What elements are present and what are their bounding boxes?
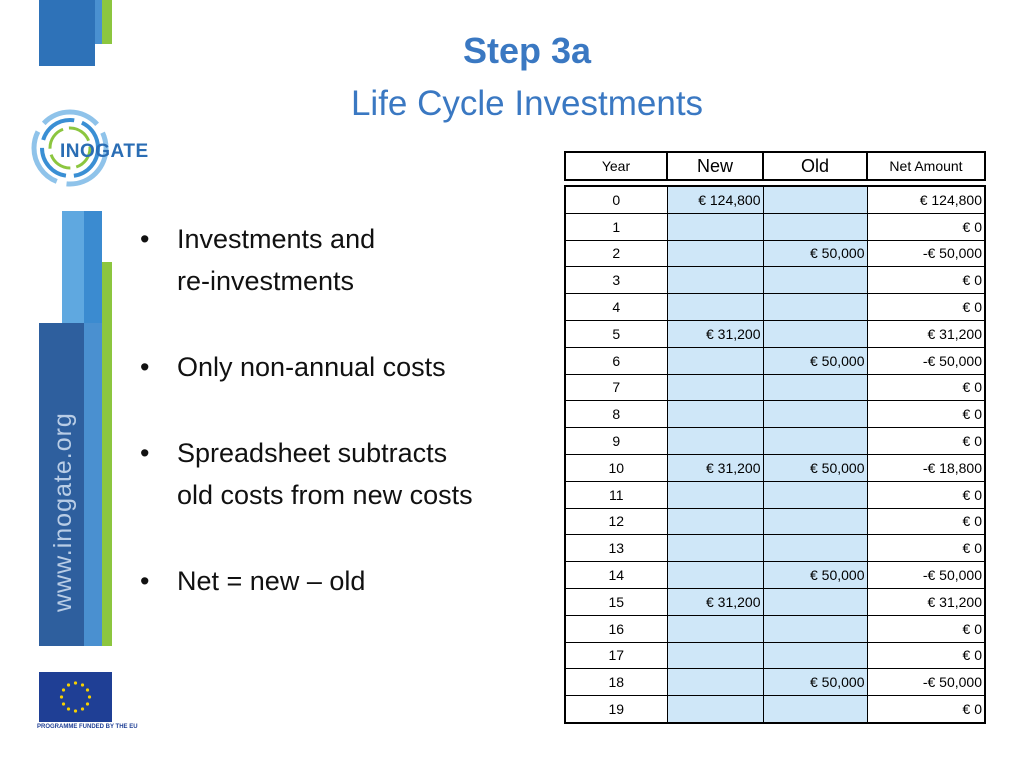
- new-cost-cell: [667, 535, 763, 562]
- year-cell: 11: [565, 481, 667, 508]
- header-new: New: [667, 152, 763, 180]
- net-amount-cell: € 124,800: [867, 186, 985, 213]
- new-cost-cell: € 31,200: [667, 320, 763, 347]
- bullet-line: Spreadsheet subtracts: [177, 438, 448, 468]
- table-row: [565, 267, 985, 294]
- new-cost-cell: [667, 240, 763, 267]
- new-cost-cell: € 31,200: [667, 588, 763, 615]
- net-amount-cell: € 0: [867, 374, 985, 401]
- mid-stripe-green: [102, 262, 112, 323]
- year-cell: 13: [565, 535, 667, 562]
- header-year: Year: [565, 152, 667, 180]
- header-old: Old: [763, 152, 867, 180]
- year-cell: 17: [565, 642, 667, 669]
- net-amount-cell: € 0: [867, 481, 985, 508]
- year-cell: 15: [565, 588, 667, 615]
- table-row: [565, 615, 985, 642]
- bullet-item: [140, 346, 560, 388]
- bullet-item: [140, 560, 560, 602]
- net-amount-cell: -€ 50,000: [867, 669, 985, 696]
- bullet-line: re-investments: [177, 266, 355, 296]
- old-cost-cell: € 50,000: [763, 347, 867, 374]
- table-row: [565, 294, 985, 321]
- new-cost-cell: [667, 401, 763, 428]
- year-cell: 19: [565, 696, 667, 723]
- year-cell: 6: [565, 347, 667, 374]
- table-row: [565, 696, 985, 723]
- new-cost-cell: [667, 615, 763, 642]
- header-net-amount: Net Amount: [867, 152, 985, 180]
- year-cell: 14: [565, 562, 667, 589]
- bullet-item: [140, 218, 560, 302]
- net-amount-cell: € 31,200: [867, 588, 985, 615]
- new-cost-cell: [667, 508, 763, 535]
- table-row: [565, 669, 985, 696]
- table-row: [565, 240, 985, 267]
- table-row: [565, 508, 985, 535]
- old-cost-cell: € 50,000: [763, 562, 867, 589]
- bullet-line: Only non-annual costs: [177, 352, 446, 382]
- new-cost-cell: [667, 642, 763, 669]
- old-cost-cell: [763, 588, 867, 615]
- logo-wordmark: INOGATE: [60, 141, 149, 162]
- net-amount-cell: -€ 50,000: [867, 347, 985, 374]
- net-amount-cell: € 0: [867, 294, 985, 321]
- net-amount-cell: -€ 50,000: [867, 240, 985, 267]
- top-stripe-lightblue: [95, 0, 102, 44]
- table-row: [565, 320, 985, 347]
- table-row: [565, 347, 985, 374]
- old-cost-cell: [763, 213, 867, 240]
- net-amount-cell: € 0: [867, 696, 985, 723]
- new-cost-cell: [667, 213, 763, 240]
- old-cost-cell: [763, 642, 867, 669]
- new-cost-cell: [667, 696, 763, 723]
- net-amount-cell: € 0: [867, 615, 985, 642]
- new-cost-cell: [667, 669, 763, 696]
- top-stripe-green: [102, 0, 112, 44]
- new-cost-cell: [667, 562, 763, 589]
- slide-title: Step 3a: [462, 30, 592, 71]
- new-cost-cell: [667, 267, 763, 294]
- new-cost-cell: [667, 428, 763, 455]
- year-cell: 10: [565, 454, 667, 481]
- old-cost-cell: [763, 428, 867, 455]
- net-amount-cell: € 0: [867, 642, 985, 669]
- eu-caption: PROGRAMME FUNDED BY THE EU: [37, 724, 138, 730]
- year-cell: 12: [565, 508, 667, 535]
- bullet-dot-icon: •: [140, 352, 150, 382]
- bullet-dot-icon: •: [140, 224, 150, 254]
- old-cost-cell: [763, 320, 867, 347]
- bullet-line: old costs from new costs: [177, 480, 473, 510]
- net-amount-cell: € 0: [867, 401, 985, 428]
- year-cell: 0: [565, 186, 667, 213]
- top-stripe-blue: [39, 0, 95, 66]
- new-cost-cell: [667, 481, 763, 508]
- old-cost-cell: [763, 481, 867, 508]
- table-row: [565, 588, 985, 615]
- net-amount-cell: € 0: [867, 428, 985, 455]
- bullet-line: Net = new – old: [177, 566, 366, 596]
- year-cell: 1: [565, 213, 667, 240]
- net-amount-cell: -€ 50,000: [867, 562, 985, 589]
- new-cost-cell: [667, 374, 763, 401]
- old-cost-cell: [763, 615, 867, 642]
- table-row: [565, 454, 985, 481]
- bullet-list: [140, 218, 560, 646]
- new-cost-cell: € 124,800: [667, 186, 763, 213]
- old-cost-cell: € 50,000: [763, 669, 867, 696]
- net-amount-cell: € 31,200: [867, 320, 985, 347]
- year-cell: 16: [565, 615, 667, 642]
- year-cell: 8: [565, 401, 667, 428]
- table-row: [565, 562, 985, 589]
- net-amount-cell: € 0: [867, 267, 985, 294]
- year-cell: 18: [565, 669, 667, 696]
- bullet-item: [140, 432, 560, 516]
- old-cost-cell: [763, 508, 867, 535]
- year-cell: 4: [565, 294, 667, 321]
- table-row: [565, 481, 985, 508]
- year-cell: 5: [565, 320, 667, 347]
- bullet-dot-icon: •: [140, 438, 150, 468]
- year-cell: 3: [565, 267, 667, 294]
- new-cost-cell: € 31,200: [667, 454, 763, 481]
- old-cost-cell: [763, 535, 867, 562]
- investment-table: [564, 151, 986, 724]
- year-cell: 2: [565, 240, 667, 267]
- slide-subtitle: Life Cycle Investments: [350, 84, 704, 123]
- net-amount-cell: -€ 18,800: [867, 454, 985, 481]
- new-cost-cell: [667, 294, 763, 321]
- year-cell: 9: [565, 428, 667, 455]
- table-row: [565, 535, 985, 562]
- table-row: [565, 642, 985, 669]
- old-cost-cell: [763, 267, 867, 294]
- net-amount-cell: € 0: [867, 213, 985, 240]
- eu-flag-icon: [39, 672, 112, 722]
- table-body: [565, 186, 985, 723]
- table-row: [565, 401, 985, 428]
- net-amount-cell: € 0: [867, 508, 985, 535]
- table-row: [565, 186, 985, 213]
- old-cost-cell: € 50,000: [763, 454, 867, 481]
- bullet-line: Investments and: [177, 224, 376, 254]
- old-cost-cell: € 50,000: [763, 240, 867, 267]
- new-cost-cell: [667, 347, 763, 374]
- old-cost-cell: [763, 294, 867, 321]
- year-cell: 7: [565, 374, 667, 401]
- table-header-row: [565, 152, 985, 180]
- table-row: [565, 374, 985, 401]
- old-cost-cell: [763, 374, 867, 401]
- table-row: [565, 428, 985, 455]
- bullet-dot-icon: •: [140, 566, 150, 596]
- mid-stripe-blue: [84, 211, 102, 323]
- old-cost-cell: [763, 186, 867, 213]
- net-amount-cell: € 0: [867, 535, 985, 562]
- table-row: [565, 213, 985, 240]
- old-cost-cell: [763, 401, 867, 428]
- old-cost-cell: [763, 696, 867, 723]
